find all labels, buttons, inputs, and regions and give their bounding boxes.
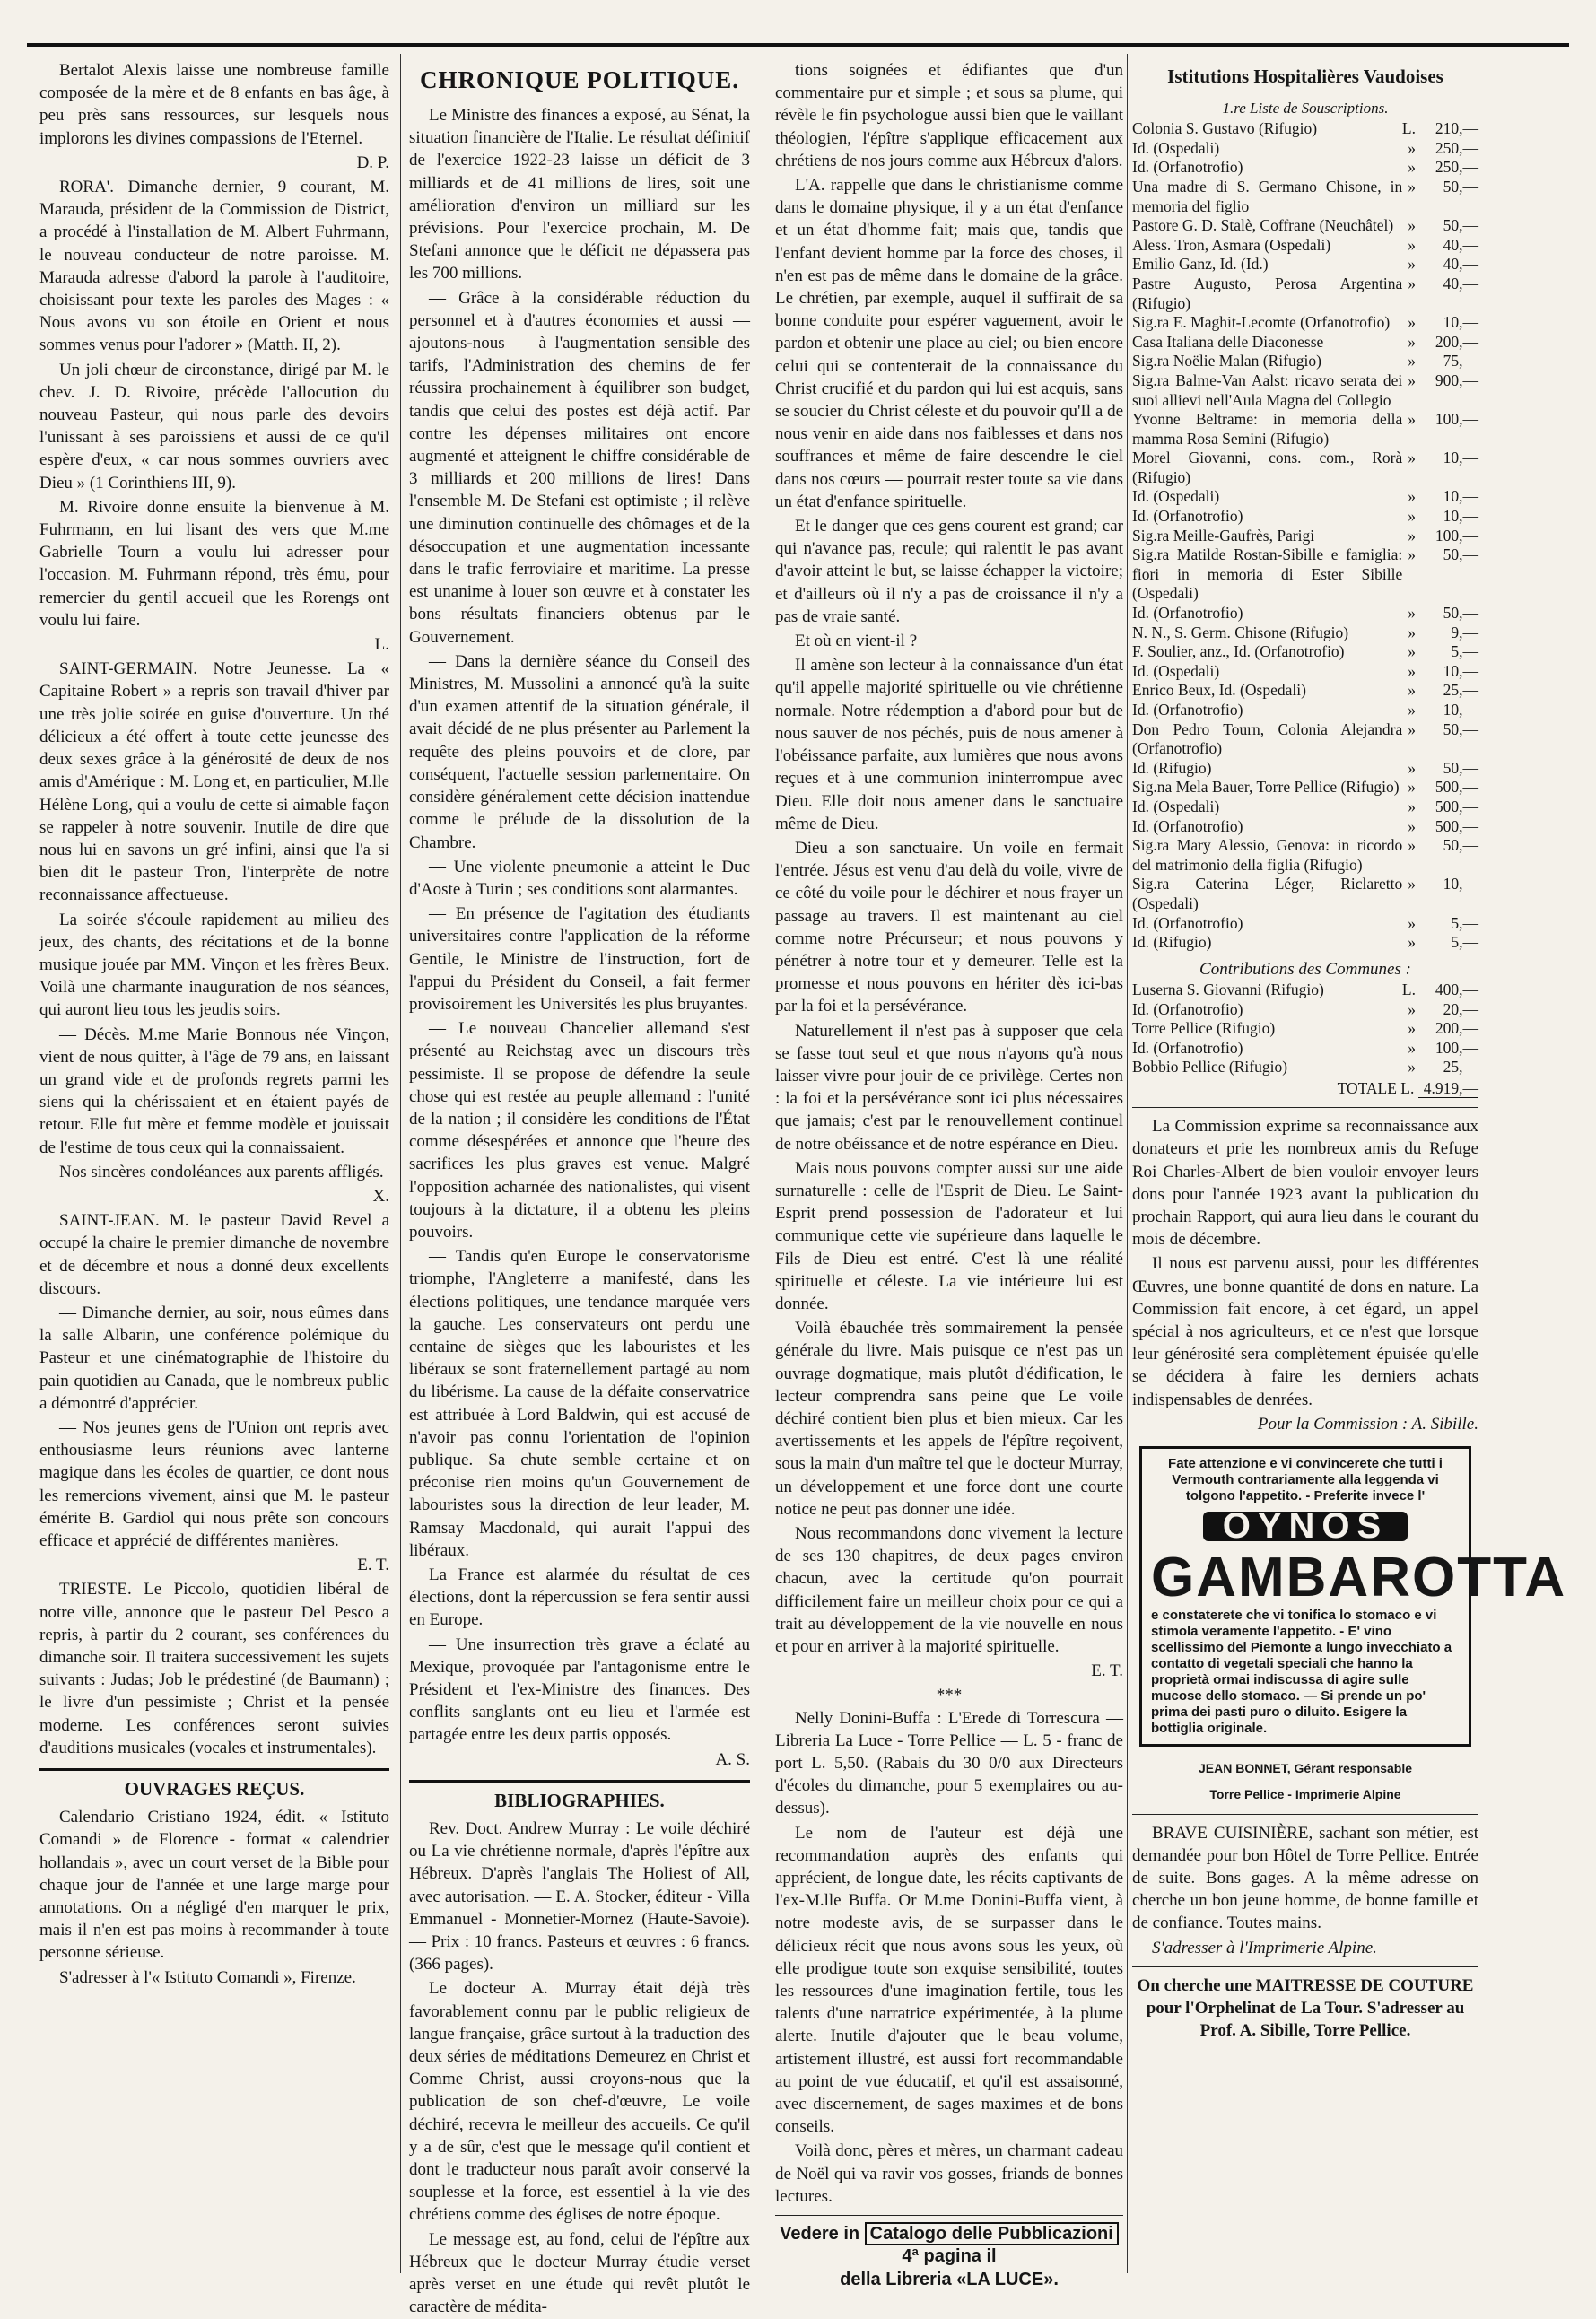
currency-mark: » [1408,719,1416,738]
list-item [1132,275,1478,313]
currency-mark: » [1408,138,1416,157]
currency-mark: » [1408,449,1416,467]
imprint-gerant: JEAN BONNET, Gérant responsable [1198,1761,1413,1776]
amount: 5,— [1451,642,1478,661]
list-item [1132,798,1478,817]
paragraph: Voilà ébauchée très sommairement la pensée générale du livre. Mais puisque ce n'est pas un ouvrage dogmatique, mais plutôt d'édification, le lecteur comprendra sans peine que Le voile déchiré contient bien plus et bien mieux. Car les avertissements et les appels de l'épître reçoivent, sous la main d'un maître tel que le docteur Murray, un développement et une force dont une courte notice ne peut pas donner une idée. [775,1319,1123,1519]
list-item [1132,1000,1478,1020]
paragraph: — Nos jeunes gens de l'Union ont repris avec enthousiasme leurs réunions avec lanterne magique dans les écoles de quartier, ce dont nous les remercions vivement, ainsi que M. le pasteur émérite B. Gardiol qui nous prête son concours efficace et apprécié de différentes manières. [39,1417,389,1550]
currency-mark: » [1408,913,1416,932]
section-title-istitutions: Istitutions Hospitalières Vaudoises [1167,65,1443,87]
paragraph: Le nom de l'auteur est déjà une recommandation auprès des enfants qui apprécient, de longue date, les récits captivants de l'ex-M.lle Buffa. Or M.me Donini-Buffa vient, à notre modeste avis, de se surpasser dans le délicieux récit que nous avons sous les yeux, où elle prodigue toute son exquise sensibilité, toutes les ressources d'une imagination fertile, tous les talents d'une narratrice expérimentée, à la plume alerte. Inutile d'ajouter que le beau volume, artistement illustré, est aussi fort recommandable au point de vue éducatif, et qu'il est assaisonné, avec discernement, de sages maximes et de bons conseils. [775,1823,1123,2137]
paragraph: Voilà donc, pères et mères, un charmant cadeau de Noël qui va ravir vos gosses, friands de bonnes lectures. [775,2141,1123,2206]
currency-mark: L. [1401,119,1416,138]
currency-mark: » [1408,313,1416,332]
donor-name: N. N., S. Germ. Chisone (Rifugio) [1132,623,1349,641]
amount: 10,— [1443,875,1478,894]
donor-name: Yvonne Beltrame: in memoria della mamma Rosa Semini (Rifugio) [1132,410,1403,448]
amount: 5,— [1451,913,1478,932]
list-item [1132,545,1478,604]
donor-name: Sig.ra Caterina Léger, Riclaretto (Ospedali) [1132,875,1403,912]
paragraph: Calendario Cristiano 1924, édit. « Istituto Comandi » de Florence - format « calendrier hollandais », avec un court verset de la Bible pour chaque jour de l'année et une large marge pour annotations. On a négligé d'en marquer le prix, mais il n'en est pas moins à recommander à toute personne sérieuse. [39,1808,389,1963]
catalogue-notice [775,2223,1123,2291]
amount: 10,— [1443,701,1478,719]
amount: 100,— [1435,1038,1478,1057]
list-item [1132,817,1478,837]
section-divider [39,1768,389,1771]
amount: 50,— [1443,545,1478,564]
list-item [1132,914,1478,934]
ad-intro: Fate attenzione e vi convincerete che tutti i Vermouth contrariamente alla leggenda vi tolgono l'appetito. - Preferite invece l' [1168,1455,1443,1504]
currency-mark: » [1408,1058,1416,1077]
amount: 200,— [1435,1019,1478,1038]
donor-name: Sig.ra Matilde Rostan-Sibille e famiglia: fiori in memoria di Ester Sibille (Ospedali) [1132,545,1403,603]
paragraph: SAINT-GERMAIN. Notre Jeunesse. La « Capitaine Robert » a repris son travail d'hiver par une très jolie soirée en guise d'ouverture. Un thé délicieux a été offert à toute cette jeunesse des deux sexes grâce à la générosité de deux de nos amis d'Amérique : M. Long et, en particulier, M.lle Hélène Long, qui a voulu de cette si aimable façon se rappeler à notre souvenir. Inutile de dire que nous lui en savons un gré infini, ainsi que l'a si bien dit le pasteur Tron, l'interprète de notre reconnaissance affectueuse. [39,659,389,905]
communes-list [1132,981,1478,1077]
donor-name: Don Pedro Tourn, Colonia Alejandra (Orfanotrofio) [1132,719,1403,758]
donor-name: Luserna S. Giovanni (Rifugio) [1132,980,1324,998]
list-item [1132,933,1478,953]
souscriptions-list [1132,119,1478,953]
list-item [1132,449,1478,487]
paragraph: Il nous est parvenu aussi, pour les différentes Œuvres, une bonne quantité de dons en nature. La Commission fait encore, à cet égard, un appel spécial à nos agriculteurs, et ce n'est que lorsque leur générosité sera complètement épuisée qu'elle se décidera à faire les derniers achats indispensables de denrées. [1132,1254,1478,1409]
column-4 [1132,59,1567,2273]
column-rule [400,54,401,2273]
list-item [1132,313,1478,333]
currency-mark: » [1408,758,1416,777]
list-item [1132,662,1478,682]
list-item [1132,333,1478,353]
paragraph: — Tandis qu'en Europe le conservatorisme triomphe, l'Angleterre a manifesté, dans les élections politiques, une tendance marquée vers la gauche. Les conservateurs ont perdu une centaine de sièges que les labouristes et les libéraux se sont fraternellement partagé au nom du libérisme. La cause de la défaite conservatrice est attribuée à Lord Baldwin, qui est accusé de n'avoir pas connu l'orientation de l'opinion publique. Sa chute semble certaine et on préconise rien moins qu'un Gouvernement de labouristes sous la direction de leur leader, M. Ramsay Macdonald, qui aurait l'appui des libéraux. [409,1247,750,1560]
list-item [1132,487,1478,507]
advertisement-gambarotta [1139,1446,1567,1747]
amount: 10,— [1443,661,1478,680]
donor-name: Id. (Orfanotrofio) [1132,701,1243,719]
list-item [1132,778,1478,798]
paragraph: Nos sincères condoléances aux parents affligés. [59,1162,384,1181]
amount: 25,— [1443,681,1478,700]
signature: X. [372,1186,389,1206]
currency-mark: » [1408,410,1416,429]
donor-name: Id. (Orfanotrofio) [1132,1038,1243,1057]
paragraph: Un joli chœur de circonstance, dirigé par M. le chev. J. D. Rivoire, précède l'allocution du nouveau Pasteur, qui nous parle des devoirs l'unissant à ses paroissiens et aussi de ce qu'il espère d'eux, « car nous sommes ouvriers avec Dieu » (1 Corinthiens III, 9). [39,360,389,493]
currency-mark: » [1408,701,1416,719]
amount: 9,— [1451,623,1478,641]
donor-name: Id. (Orfanotrofio) [1132,999,1243,1018]
paragraph: — Dimanche dernier, au soir, nous eûmes dans la salle Albarin, une conférence polémique du Pasteur et une cinématographie de l'histoire du pain quotidien au Canada, que le nombreux public a démontré d'apprécier. [39,1303,389,1413]
list-item [1132,507,1478,527]
donor-name: Enrico Beux, Id. (Ospedali) [1132,681,1306,700]
paragraph: — Le nouveau Chancelier allemand s'est présenté au Reichstag avec un discours très pessimiste. Il se propose de défendre la seule chose qui est restée au peuple allemand : l'unité de la nation ; il considère les conditions de l'État comme désespérées et annonce que l'heure des sacrifices les plus graves est venue. Malgré l'opposition acharnée des nationalistes, qui visent toujours à la dictature, il a obtenu les pleins pouvoirs. [409,1019,750,1242]
donor-name: Sig.ra Noëlie Malan (Rifugio) [1132,352,1321,371]
currency-mark: » [1408,604,1416,623]
list-item [1132,216,1478,236]
classified-cuisiniere: BRAVE CUISINIÈRE, sachant son métier, est demandée pour bon Hôtel de Torre Pellice. Entrée de suite. Bons gages. A la même adresse on cherche un bon jeune homme, de bonne famille et de confiance. Toutes mains. [1132,1823,1478,1933]
list-item [1132,1019,1478,1039]
currency-mark: » [1408,274,1416,292]
currency-mark: » [1408,778,1416,797]
paragraph: La soirée s'écoule rapidement au milieu des jeux, des chants, des récitations et de la bonne musique jouée par MM. Vinçon et les frères Beux. Voilà une charmante inauguration de nos séances, qui auront lieu tous les jeudis soirs. [39,910,389,1020]
signature: E. T. [1091,1661,1123,1681]
divider [1132,1107,1478,1108]
donor-name: Sig.na Mela Bauer, Torre Pellice (Rifugio) [1132,778,1400,797]
paragraph: Et où en vient-il ? [795,632,918,651]
donor-name: Torre Pellice (Rifugio) [1132,1019,1276,1038]
currency-mark: » [1408,875,1416,894]
list-item [1132,701,1478,720]
currency-mark: » [1408,623,1416,641]
paragraph: Nous recommandons donc vivement la lecture de ses 130 chapitres, de deux pages environ chacun, avec la certitude qu'on pourrait difficilement faire un meilleur choix pour ce qui a trait au développement de la vie nouvelle en nous et pour en arriver à la majorité spirituelle. [775,1524,1123,1657]
catalogue-text: 4ª pagina il [902,2246,997,2267]
amount: 50,— [1443,216,1478,235]
list-item [1132,1039,1478,1059]
currency-mark: » [1408,816,1416,835]
paragraph: Dieu a son sanctuaire. Un voile en fermait l'entrée. Jésus est venu d'au delà du voile, vivre de ce côté du voile pour le déchirer et nous frayer un passage au travers. Il est maintenant au ciel comme notre Précurseur; et nous pouvons y pénétrer à notre tour et y demeurer. Telle est la promesse et nous pouvons en hériter dès ici-bas par la foi et la persévérance. [775,838,1123,1016]
amount: 250,— [1435,138,1478,157]
list-item [1132,981,1478,1000]
currency-mark: » [1408,681,1416,700]
paragraph: Il amène son lecteur à la connaissance d'un état qu'il appelle majorité spirituelle ou vie chrétienne normale. Notre rédemption a d'abord pour but de nous sauver de nos péchés, puis de nous amener à l'obéissance parfaite, aux lumières que nous avons reçues et à une communion ininterrompue avec Dieu. Elle doit nous amener dans le sanctuaire même de Dieu. [775,656,1123,833]
separator-stars: *** [936,1686,963,1705]
currency-mark: » [1408,235,1416,254]
ad-body: e constaterete che vi tonifica lo stomaco e vi stimola veramente l'appetito. - E' vino scellissimo del Piemonte a lungo invecchiato a contatto di vegetali speciali che hanno la proprietà ormai indiscussa di agire sulle mucose dello stomaco. — Si prende un po' prima dei pasti puro o diluito. Esigere la bottiglia originale. [1151,1608,1452,1737]
paragraph: Le docteur A. Murray était déjà très favorablement connu par le public religieux de langue française, grâce surtout à la traduction des deux séries de méditations Demeurez en Christ et Comme Christ, aussi croyons-nous que la publication de son chef-d'œuvre, Le voile déchiré, recevra le meilleur des accueils. Ce qu'il y a de sûr, c'est que le message qu'il contient et dont le traducteur nous paraît avoir conservé la souplesse et la force, est essentiel à la vie des chrétiens comme des églises de notre époque. [409,1979,750,2225]
classified-contact: S'adresser à l'Imprimerie Alpine. [1152,1938,1377,1957]
donor-name: Emilio Ganz, Id. (Id.) [1132,255,1269,274]
donor-name: Aless. Tron, Asmara (Ospedali) [1132,235,1331,254]
donor-name: Sig.ra E. Maghit-Lecomte (Orfanotrofio) [1132,313,1391,332]
amount: 40,— [1443,235,1478,254]
paragraph: M. Rivoire donne ensuite la bienvenue à M. Fuhrmann, en lui lisant des vers que M.me Gabrielle Tourn a voulu lui adresser pour l'occasion. M. Fuhrmann répond, très ému, pour remercier du gentil accueil que les Rorengs ont voulu lui faire. [39,497,389,630]
catalogue-text: della Libreria «LA LUCE». [840,2269,1059,2289]
currency-mark: » [1408,216,1416,235]
donor-name: Id. (Orfanotrofio) [1132,604,1243,623]
list-title: 1.re Liste de Souscriptions. [1222,100,1389,117]
column-3 [775,59,1123,2289]
donor-name: Bobbio Pellice (Rifugio) [1132,1058,1288,1077]
list-item [1132,158,1478,178]
amount: 50,— [1443,719,1478,738]
amount: 50,— [1443,758,1478,777]
currency-mark: » [1408,352,1416,371]
currency-mark: » [1408,255,1416,274]
list-item [1132,527,1478,546]
paragraph: — Dans la dernière séance du Conseil des Ministres, M. Mussolini a annoncé qu'à la suite d'un examen attentif de la situation générale, il avait décidé de ne plus présenter au Parlement la requête des pleins pouvoirs et de clore, par conséquent, l'actuelle session parlementaire. On considère généralement cette décision inattendue comme le prélude de la dissolution de la Chambre. [409,651,750,852]
amount: 500,— [1435,797,1478,815]
paragraph: La Commission exprime sa reconnaissance aux donateurs et prie les nombreux amis du Refuge Roi Charles-Albert de bien vouloir envoyer leurs dons pour l'année 1923 avant la publication du prochain Rapport, qui aura lieu dans le courant du mois de décembre. [1132,1117,1478,1250]
donor-name: Id. (Orfanotrofio) [1132,507,1243,526]
amount: 25,— [1443,1058,1478,1077]
amount: 250,— [1435,158,1478,177]
currency-mark: » [1408,661,1416,680]
paragraph: TRIESTE. Le Piccolo, quotidien libéral de notre ville, annonce que le pasteur Del Pesco a repris, à partir du 2 courant, ses conférences du dimanche soir. Il traitera successivement les sujets suivants : Judas; Job le prédestiné (de Baumann) ; le livre d'un pessimiste ; Christ et la pensée moderne. Les conférences seront suivies d'auditions musicales (vocales et instrumentales). [39,1580,389,1757]
paragraph: Nelly Donini-Buffa : L'Erede di Torrescura — Libreria La Luce - Torre Pellice — L. 5 - franc de port L. 5,50. (Rabais du 30 0/0 aux Directeurs d'écoles du dimanche, pour 5 exemplaires ou au-dessus). [775,1708,1123,1818]
amount: 900,— [1435,371,1478,389]
donor-name: Id. (Orfanotrofio) [1132,913,1243,932]
paragraph: — Décès. M.me Marie Bonnous née Vinçon, vient de nous quitter, à l'âge de 79 ans, en laissant un grand vide et de profonds regrets parmi les siens qui la chérissaient et en étaient payés de retour. Elle fut mère et femme modèle et jouissait de l'estime de tous ceux qui la connaissaient. [39,1024,389,1157]
currency-mark: » [1408,507,1416,526]
amount: 10,— [1443,449,1478,467]
total-label: TOTALE L. [1337,1078,1415,1097]
paragraph: — En présence de l'agitation des étudiants universitaires contre l'application de la réforme Gentile, le Ministre de l'instruction, fort de l'appui du Président du Conseil, a fait fermer provisoirement les Universités les plus bruyantes. [409,904,750,1014]
amount: 10,— [1443,487,1478,506]
section-title-chronique: CHRONIQUE POLITIQUE. [419,66,740,93]
paragraph: Le message est, au fond, celui de l'épître aux Hébreux que le docteur Murray étudie verset après verset en une étude qui revêt plutôt le caractère de médita- [409,2229,750,2317]
list-item [1132,836,1478,875]
top-rule [27,43,1569,47]
list-item [1132,371,1478,410]
donor-name: Id. (Orfanotrofio) [1132,158,1243,177]
communes-title: Contributions des Communes : [1199,959,1411,979]
list-item [1132,410,1478,449]
list-item [1132,178,1478,216]
ad-oynos-logo: OYNOS [1203,1512,1408,1541]
paragraph: RORA'. Dimanche dernier, 9 courant, M. Marauda, président de la Commission de District, a procédé à l'installation de M. Albert Fuhrmann, le nouveau conducteur de notre paroisse. M. Marauda adresse d'abord la parole à l'auditoire, choisissant pour texte les paroles des Mages : « Nous avons vu son étoile en Orient et nous sommes venus pour l'adorer » (Matth. II, 2). [39,178,389,355]
paragraph: L'A. rappelle que dans le christianisme comme dans le domaine physique, il y a un état d'enfance et un état d'homme fait; mais que, tandis que l'enfant devient homme par la force des choses, il n'en est pas de même dans le domaine de la grâce. Le chrétien, par exemple, auquel il suffirait de sa bonne conduite pour espérer vaguement, avoir le pardon et obtenir une place au ciel; ou bien encore celui qui se contenterait de la connaissance du Christ crucifié et du pardon qui lui est acquis, sans se soucier du Christ céleste et du pouvoir qu'Il a de nous venir en aide dans nos faiblesses et dans nos souffrances et même de faire descendre le ciel dans nos cœurs — pourrait rester toute sa vie dans un état d'enfance spirituelle. [775,176,1123,511]
paragraph: Bertalot Alexis laisse une nombreuse famille composée de la mère et de 8 enfants en bas âge, à peu près sans ressources, sur lesquels nous implorons les divines compassions de l'Eternel. [39,61,389,148]
list-item [1132,875,1478,913]
donor-name: Sig.ra Meille-Gaufrès, Parigi [1132,526,1315,545]
paragraph: Rev. Doct. Andrew Murray : Le voile déchiré ou La vie chrétienne normale, d'après l'épître aux Hébreux. D'après l'anglais The Holiest of All, avec autorisation. — E. A. Stocker, éditeur - Villa Emmanuel - Monnetier-Mornez (Haute-Savoie). — Prix : 10 francs. Pasteurs et œuvres : 6 francs. (366 pages). [409,1819,750,1975]
divider [1132,1966,1478,1967]
currency-mark: » [1408,642,1416,661]
donor-name: Id. (Orfanotrofio) [1132,816,1243,835]
currency-mark: » [1408,836,1416,855]
paragraph: — Grâce à la considérable réduction du personnel et à d'autres économies et aussi — ajoutons-nous — à l'augmentation sensible des tarifs, l'Administration des chemins de fer réussira prochainement à équilibrer son budget, tandis que celui des postes est déjà actif. Par contre les dépenses militaires ont encore augmenté et atteignent le chiffre considérable de 3 milliards et 200 millions de lires! Dans l'ensemble M. De Stefani est optimiste ; il relève une diminution continuelle des chômages et de la désoccupation et une augmentation incessante dans le trafic ferroviaire et maritime. La presse est unanime à louer son œuvre et à constater les bons résultats financiers obtenus par le Gouvernement. [409,288,750,647]
paragraph: tions soignées et édifiantes que d'un commentaire pur et simple ; et sous sa plume, qui révèle le fin psychologue aussi bien que le vaillant théologien, l'épître s'applique efficacement aux chrétiens de nos jours comme aux Hébreux d'alors. [775,61,1123,170]
currency-mark: » [1408,1019,1416,1038]
amount: 100,— [1435,410,1478,429]
amount: 10,— [1443,313,1478,332]
currency-mark: » [1408,158,1416,177]
ad-brand: GAMBAROTTA [1151,1547,1567,1609]
list-item [1132,623,1478,643]
amount: 400,— [1435,980,1478,998]
donor-name: Casa Italiana delle Diaconesse [1132,332,1324,351]
section-divider [409,1780,750,1783]
total-value: 4.919,— [1418,1079,1478,1098]
divider [1132,1814,1478,1815]
section-title-bibliographies: BIBLIOGRAPHIES. [494,1789,665,1811]
paragraph: Mais nous pouvons compter aussi sur une aide surnaturelle : celle de l'Esprit de Dieu. Le Saint-Esprit prend possession de l'adorateur et lui communique cette vie supérieure dans laquelle le Fils de Dieu est entré. C'est là une réalité spirituelle et céleste. La vie intérieure lui est donnée. [775,1158,1123,1313]
amount: 210,— [1435,119,1478,138]
classified-maitresse: On cherche une MAITRESSE DE COUTURE pour l'Orphelinat de La Tour. S'adresser au Prof. A. Sibille, Torre Pellice. [1137,1975,1474,2041]
amount: 20,— [1443,999,1478,1018]
column-2 [409,59,750,2317]
amount: 200,— [1435,332,1478,351]
list-item [1132,255,1478,275]
signature: L. [374,635,389,655]
amount: 50,— [1443,836,1478,855]
donor-name: Pastore G. D. Stalè, Coffrane (Neuchâtel) [1132,216,1394,235]
currency-mark: » [1408,177,1416,196]
currency-mark: » [1408,797,1416,815]
amount: 75,— [1443,352,1478,371]
donor-name: Id. (Ospedali) [1132,661,1220,680]
list-item [1132,642,1478,662]
amount: 50,— [1443,177,1478,196]
list-item [1132,139,1478,159]
paragraph: Le Ministre des finances a exposé, au Sénat, la situation financière de l'Italie. Le résultat définitif de l'exercice 1922-23 laisse un déficit de 3 milliards et de 41 millions de lires, soit une amélioration d'environ un milliard sur les prévisions. Pour l'exercice prochain, M. De Stefani annonce que le déficit ne dépassera pas les 700 millions. [409,106,750,283]
amount: 500,— [1435,816,1478,835]
paragraph: — Une insurrection très grave a éclaté au Mexique, provoquée par l'antagonisme entre le Président et l'ex-Ministre des finances. Des conflits sanglants ont eu lieu et l'armée est partagée entre les deux partis opposés. [409,1635,750,1745]
signature: Pour la Commission : A. Sibille. [1257,1414,1478,1434]
paragraph: S'adresser à l'« Istituto Comandi », Firenze. [59,1967,356,1987]
section-title-ouvrages: OUVRAGES REÇUS. [124,1778,305,1800]
amount: 50,— [1443,604,1478,623]
donor-name: Id. (Ospedali) [1132,487,1220,506]
donor-name: Pastre Augusto, Perosa Argentina (Rifugio) [1132,274,1403,312]
currency-mark: » [1408,526,1416,545]
donor-name: Sig.ra Balme-Van Aalst: ricavo serata dei suoi allievi nell'Aula Magna del Collegio [1132,371,1403,409]
paragraph: SAINT-JEAN. M. le pasteur David Revel a occupé la chaire le premier dimanche de novembre et de décembre et nous a donné deux excellents discours. [39,1211,389,1298]
amount: 100,— [1435,526,1478,545]
donor-name: Id. (Rifugio) [1132,758,1212,777]
currency-mark: » [1408,545,1416,564]
currency-mark: » [1408,371,1416,389]
catalogue-text: Vedere in [780,2224,860,2245]
divider [775,2215,1123,2216]
amount: 10,— [1443,507,1478,526]
column-1 [39,59,389,2273]
donor-name: F. Soulier, anz., Id. (Orfanotrofio) [1132,642,1345,661]
amount: 500,— [1435,778,1478,797]
list-item [1132,236,1478,256]
donor-name: Colonia S. Gustavo (Rifugio) [1132,119,1318,138]
column-rule [1127,54,1128,2273]
list-item [1132,720,1478,759]
paragraph: — Une violente pneumonie a atteint le Duc d'Aoste à Turin ; ses conditions sont alarmantes. [409,857,750,899]
currency-mark: » [1408,332,1416,351]
amount: 40,— [1443,255,1478,274]
paragraph: Et le danger que ces gens courent est grand; car qui n'avance pas, recule; qui ralentit le pas avant d'avoir atteint le but, se laisse échapper la victoire; et d'ailleurs où il n'y a pas de croissance il n'y a pas de vraie santé. [775,517,1123,626]
currency-mark: L. [1401,980,1416,998]
currency-mark: » [1408,999,1416,1018]
signature: D. P. [356,153,389,172]
list-item [1132,604,1478,623]
donor-name: Id. (Ospedali) [1132,138,1220,157]
amount: 40,— [1443,274,1478,292]
currency-mark: » [1408,933,1416,952]
signature: E. T. [357,1556,389,1575]
list-item [1132,352,1478,371]
list-item [1132,1058,1478,1077]
amount: 5,— [1451,933,1478,952]
paragraph: Naturellement il n'est pas à supposer que cela se fasse tout seul et que nous n'ayons qu'à nous laisser vivre pour jouir de ce privilège. Certes non : la foi et la persévérance sont ici plus nécessaires que jamais; c'est par le renouvellement continuel de notre obéissance et de notre espérance en Dieu. [775,1021,1123,1154]
list-item [1132,759,1478,779]
catalogue-link[interactable]: Catalogo delle Pubblicazioni [865,2222,1119,2245]
total-line [1132,1077,1478,1100]
donor-name: Morel Giovanni, cons. com., Rorà (Rifugio) [1132,449,1403,486]
paragraph: La France est alarmée du résultat de ces élections, dont la répercussion se fera sentir aussi en Europe. [409,1565,750,1630]
list-item [1132,119,1478,139]
list-item [1132,681,1478,701]
currency-mark: » [1408,487,1416,506]
imprint-printer: Torre Pellice - Imprimerie Alpine [1209,1787,1401,1802]
donor-name: Sig.ra Mary Alessio, Genova: in ricordo del matrimonio della figlia (Rifugio) [1132,836,1403,874]
signature: A. S. [715,1749,750,1769]
currency-mark: » [1408,1038,1416,1057]
donor-name: Id. (Ospedali) [1132,797,1220,815]
donor-name: Id. (Rifugio) [1132,933,1212,952]
donor-name: Una madre di S. Germano Chisone, in memoria del figlio [1132,177,1403,215]
